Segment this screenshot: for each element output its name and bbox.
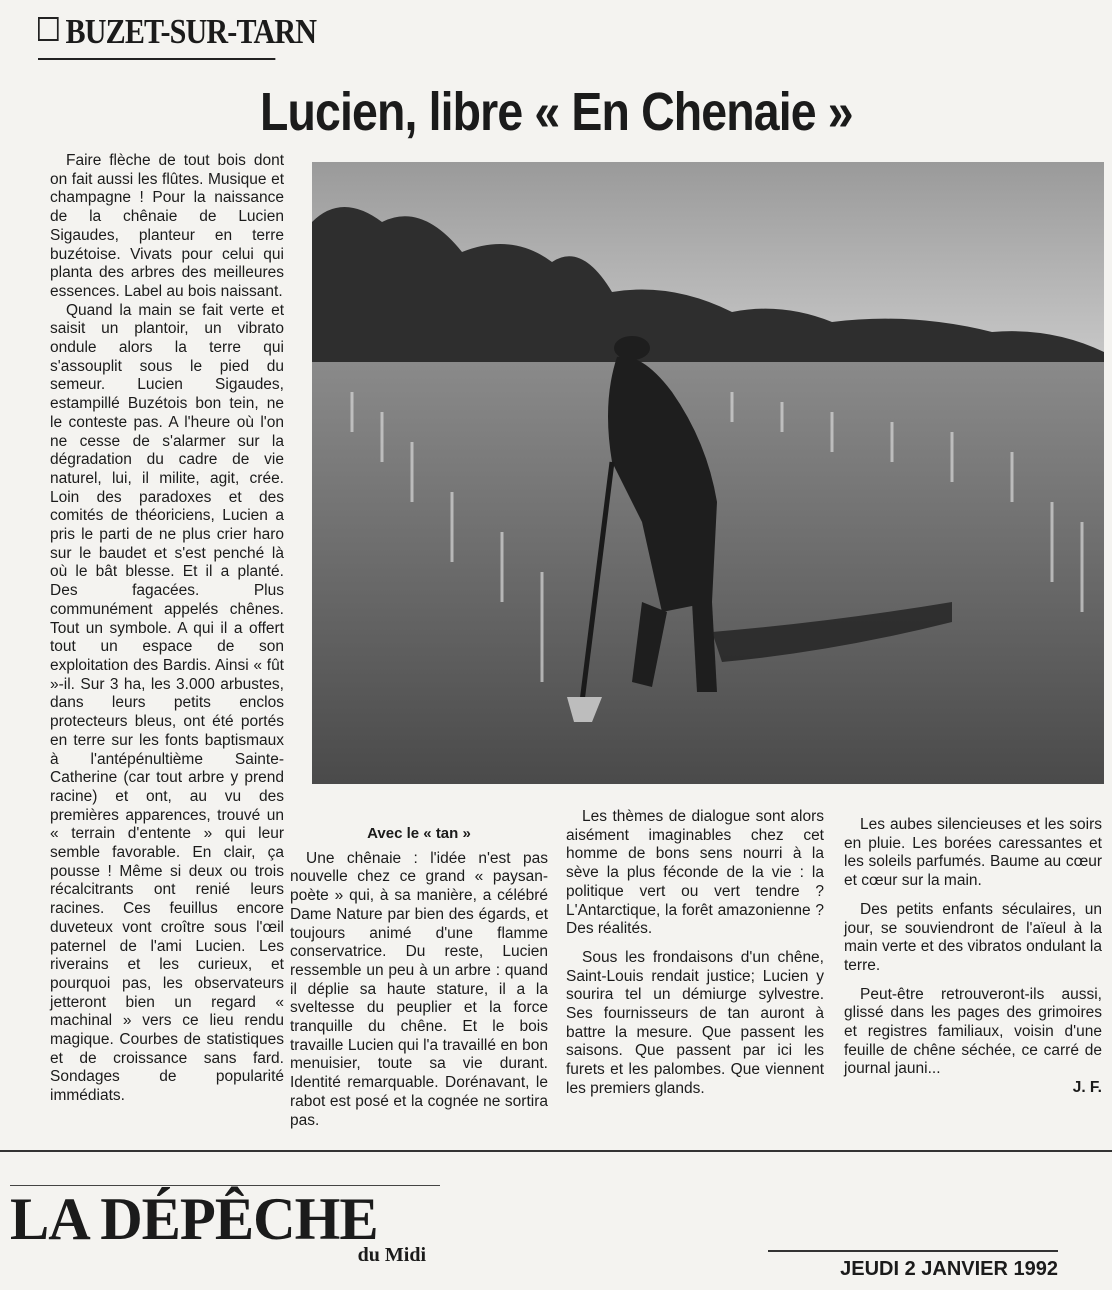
author-signature: J. F. bbox=[1072, 1079, 1102, 1097]
paragraph: Une chênaie : l'idée n'est pas nouvelle chez ce grand « paysan-poète » qui, à sa manière, a célébré Dame Nature par bien des égards, et toujours animé d'une flamme conservatrice. Du reste, Lucien ressemble un peu à un arbre : quand il déplie sa haute stature, il a la sveltesse du peuplier et la force tranquille du chêne. Et le bois travaille Lucien qui l'a travaillé en bon menuisier, toute sa vie durant. Identité remarquable. Dorénavant, le rabot est posé et la cognée ne sortira pas. bbox=[290, 849, 548, 1129]
paragraph: Faire flèche de tout bois dont on fait aussi les flûtes. Musique et champagne ! Pour la naissance de la chênaie de Lucien Sigaudes, planteur en terre buzétoise. Vivats pour celui qui planta des arbres des meilleures essences. Label au bois naissant. bbox=[50, 152, 284, 300]
masthead-title: LA DÉPÊCHE bbox=[10, 1186, 378, 1252]
paragraph: Quand la main se fait verte et saisit un plantoir, un vibrato ondule alors la terre qui s'assouplit sous le pied du semeur. Lucien Sigaudes, estampillé Buzétois bon tein, ne le conteste pas. A l'heure où l'on ne cesse de s'alarmer sur la dégradation du cadre de vie naturel, lui, il milite, agit, crée. Loin des paradoxes et des comités de théoriciens, Lucien a pris le parti de ne plus crier haro sur le baudet et s'est penché là où le bât blesse. Et il a planté. Des fagacées. Plus communément appelés chênes. Tout un symbole. A qui il a offert tout un espace de son exploitation des Bardis. Ainsi « fût »-il. Sur 3 ha, les 3.000 arbustes, dans leurs petits enclos protecteurs bleus, ont été portés en terre sur les fonts baptismaux à l'antépénultième Sainte-Catherine (car tout arbre y prend racine) et ont, au vu des premières apparences, trouvé un « terrain d'entente » qui leur semble favorable. En clair, ça pousse ! Même si deux ou trois récalcitrants ont renié leurs racines. Ces feuillus encore duveteux vont croître sous l'œil paternel de l'ami Lucien. Les riverains et les curieux, et pourquoi pas, les observateurs jetteront bien un regard « machinal » vers ce lieu rendu magique. Courbes de statistiques et de croissance sans fard. Sondages de popularité immédiats. bbox=[50, 301, 284, 1105]
article-photo bbox=[312, 162, 1104, 784]
section-kicker bbox=[38, 10, 317, 60]
column-2 bbox=[290, 825, 548, 1130]
paragraph: Les thèmes de dialogue sont alors aisément imaginables chez cet homme de bons sens nourri à la sève la plus féconde de la vie : la politique vert ou vert tendre ? L'Antarctique, la forêt amazonienne ? Des réalités. bbox=[566, 808, 824, 938]
subhead: Avec le « tan » bbox=[367, 825, 471, 842]
kicker-text: BUZET-SUR-TARN bbox=[65, 12, 317, 51]
paragraph: Les aubes silencieuses et les soirs en pluie. Les borées caressantes et les soleils parfumés. Baume au cœur et cœur sur la main. bbox=[844, 816, 1102, 890]
paragraph: Peut-être retrouveront-ils aussi, glissé dans les pages des grimoires et registres familiaux, voisin d'une feuille de chêne séchée, ce carré de journal jauni... bbox=[844, 985, 1102, 1078]
publication-date: JEUDI 2 JANVIER 1992 bbox=[768, 1250, 1058, 1281]
paragraph: Sous les frondaisons d'un chêne, Saint-Louis rendait justice; Lucien y sourira tel un démiurge sylvestre. Ses fournisseurs de tan auront à battre la mesure. Que passent les saisons. Que passent par ici les furets et les palombes. Que viennent les premiers glands. bbox=[566, 948, 824, 1097]
paragraph: Des petits enfants séculaires, un jour, se souviendront de l'aïeul à la main verte et des vibratos ondulant la terre. bbox=[844, 900, 1102, 974]
column-4 bbox=[844, 816, 1102, 1098]
column-1 bbox=[50, 152, 284, 1106]
column-3 bbox=[566, 808, 824, 1099]
checkbox-square-icon bbox=[38, 17, 59, 41]
newspaper-masthead bbox=[10, 1185, 440, 1270]
masthead-subtitle: du Midi bbox=[357, 1244, 426, 1266]
headline: Lucien, libre « En Chenaie » bbox=[260, 82, 853, 142]
divider bbox=[0, 1150, 1112, 1152]
